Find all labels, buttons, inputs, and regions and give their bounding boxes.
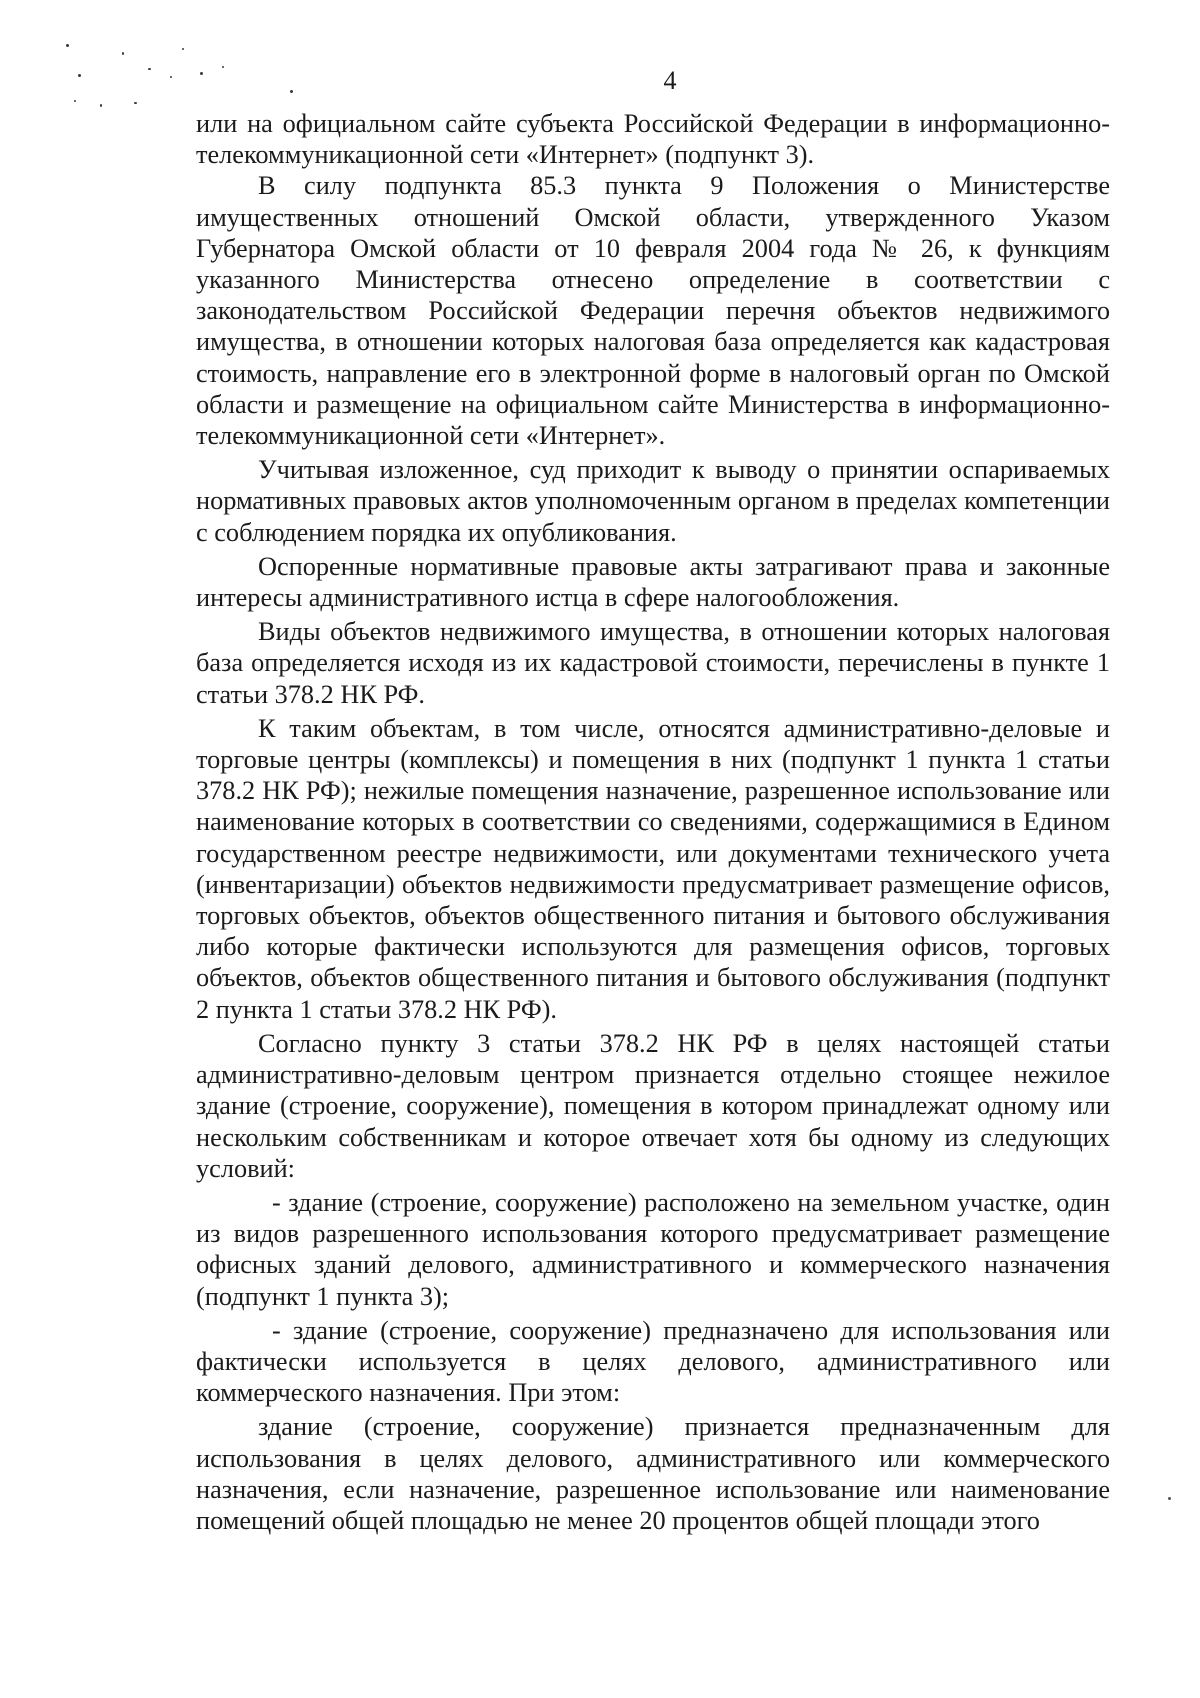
page-number: 4 (663, 66, 677, 95)
paragraph: Учитывая изложенное, суд приходит к выводу о принятии оспариваемых нормативных правовых актов уполномоченным органом в пределах компетенции с соблюдением порядка их опубликования. (196, 455, 1110, 547)
paragraph: Оспоренные нормативные правовые акты затрагивают права и законные интересы административного истца в сфере налогообложения. (196, 551, 1110, 613)
paragraph: - здание (строение, сооружение) предназначено для использования или фактически используется в целях делового, административного или коммерческого назначения. При этом: (196, 1315, 1110, 1408)
scan-speck (66, 44, 69, 47)
scan-speck (122, 52, 124, 55)
paragraph: В силу подпункта 85.3 пункта 9 Положения о Министерстве имущественных отношений Омской области, утвержденного Указом Губернатора Омской области от 10 февраля 2004 года № 26, к функциям указанного Министерства отнесено определение в соответствии с законодательством Российской Федерации перечня объектов недвижимого имущества, в отношении которых налоговая база определяется как кадастровая стоимость, направление его в электронной форме в налоговый орган по Омской области и размещение на официальном сайте Министерства в информационно-телекоммуникационной сети «Интернет». (196, 171, 1110, 451)
paragraph: здание (строение, сооружение) признается предназначенным для использования в целях делового, административного или коммерческого назначения, если назначение, разрешенное использование или наименование помещений общей площадью не менее 20 процентов общей площади этого (196, 1412, 1110, 1535)
scan-speck (182, 48, 184, 50)
scan-speck (134, 102, 137, 104)
scan-speck (100, 104, 102, 107)
document-body (196, 108, 1110, 1536)
paragraph: К таким объектам, в том числе, относятся административно-деловые и торговые центры (комплексы) и помещения в них (подпункт 1 пункта 1 статьи 378.2 НК РФ); нежилые помещения назначение, разрешенное использование или наименование которых в соответствии со сведениями, содержащимися в Едином государственном реестре недвижимости, или документами технического учета (инвентаризации) объектов недвижимости предусматривает размещение офисов, торговых объектов, объектов общественного питания и бытового обслуживания либо которые фактически используются для размещения офисов, торговых объектов, объектов общественного питания и бытового обслуживания (подпункт 2 пункта 1 статьи 378.2 НК РФ). (196, 713, 1110, 1024)
scan-speck (1168, 1497, 1171, 1500)
paragraph: или на официальном сайте субъекта Российской Федерации в информационно-телекоммуникационной сети «Интернет» (подпункт 3). (196, 109, 1110, 170)
scan-speck (74, 100, 76, 102)
paragraph: - здание (строение, сооружение) расположено на земельном участке, один из видов разрешенного использования которого предусматривает размещение офисных зданий делового, административного и коммерческого назначения (подпункт 1 пункта 3); (196, 1187, 1110, 1311)
paragraph: Согласно пункту 3 статьи 378.2 НК РФ в целях настоящей статьи административно-деловым центром признается отдельно стоящее нежилое здание (строение, сооружение), помещения в котором принадлежат одному или нескольким собственникам и которое отвечает хотя бы одному из следующих условий: (196, 1028, 1110, 1183)
paragraph: Виды объектов недвижимого имущества, в отношении которых налоговая база определяется исходя из их кадастровой стоимости, перечислены в пункте 1 статьи 378.2 НК РФ. (196, 617, 1110, 709)
